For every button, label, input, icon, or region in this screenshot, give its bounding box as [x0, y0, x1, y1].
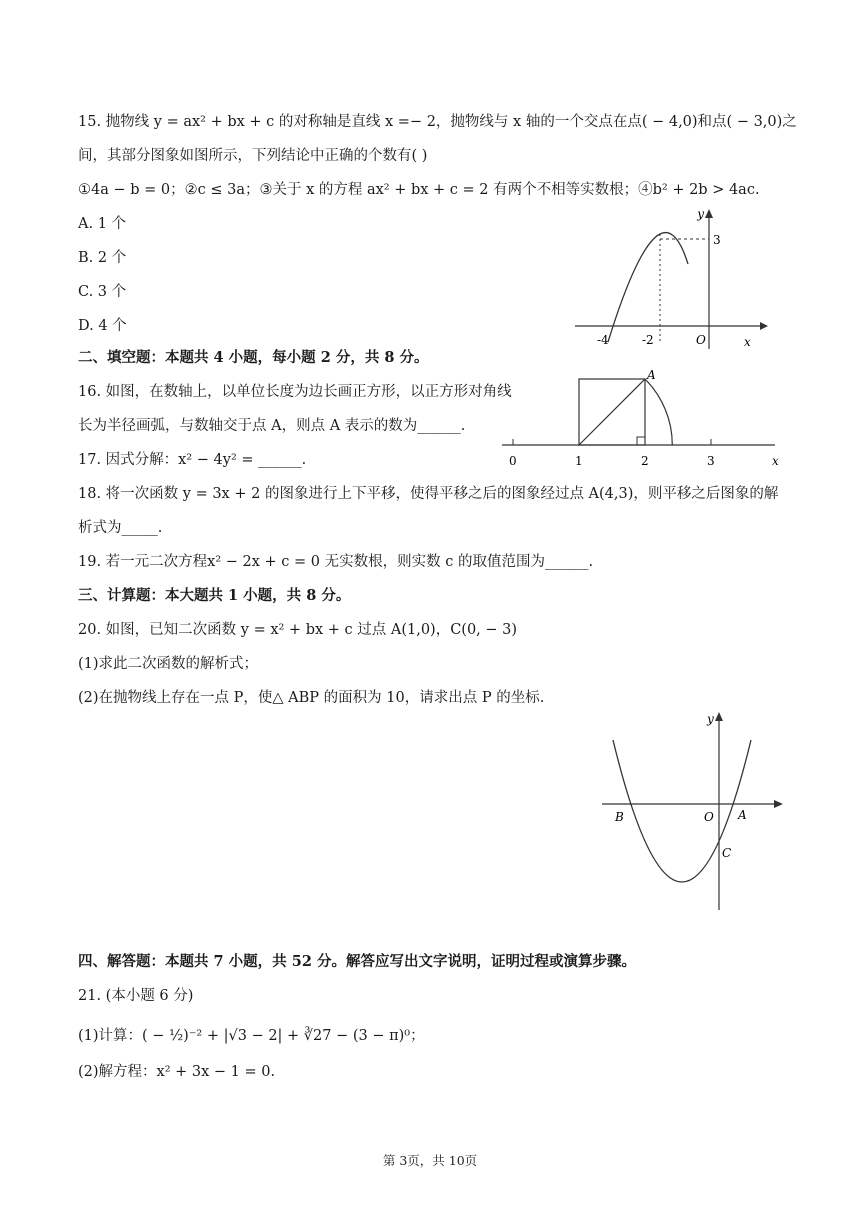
q17-line: 17. 因式分解：x² − 4y² = ______.	[78, 452, 307, 468]
q16-right-angle-mark	[637, 437, 645, 445]
q21-part1: (1)计算：( − ½)⁻² + |√3 − 2| + ∛27 − (3 − π)⁰；	[78, 1028, 425, 1044]
section4-heading: 四、解答题：本题共 7 小题，共 52 分。解答应写出文字说明，证明过程或演算步骤。	[78, 953, 636, 970]
q19-line: 19. 若一元二次方程x² − 2x + c = 0 无实数根，则实数 c 的取值范围为______.	[78, 554, 594, 570]
q20-part2: (2)在抛物线上存在一点 P，使△ ABP 的面积为 10，请求出点 P 的坐标.	[78, 690, 545, 706]
q20-parabola-figure	[598, 705, 788, 915]
q20-origin-label: O	[704, 810, 714, 824]
q15-three-label: 3	[713, 233, 721, 247]
q15-x-arrow	[760, 322, 768, 330]
q20-b-label: B	[615, 810, 624, 824]
q15-minus4-label: -4	[597, 333, 609, 347]
q16-arc	[645, 379, 672, 445]
q15-minus2-label: -2	[642, 333, 654, 347]
q15-parabola-figure	[570, 204, 770, 354]
q16-diagonal	[579, 379, 645, 445]
q16-a-label: A	[647, 368, 656, 382]
q20-line1: 20. 如图，已知二次函数 y = x² + bx + c 过点 A(1,0)，C(0, − 3)	[78, 622, 518, 638]
q15-line2: 间，其部分图象如图所示，下列结论中正确的个数有( )	[78, 148, 428, 164]
q20-y-label: y	[707, 712, 714, 726]
q16-line1: 16. 如图，在数轴上，以单位长度为边长画正方形，以正方形对角线	[78, 384, 512, 400]
q16-line2: 长为半径画弧，与数轴交于点 A，则点 A 表示的数为______.	[78, 418, 466, 434]
q16-label-2: 2	[641, 454, 649, 468]
q15-x-label: x	[744, 335, 751, 349]
q16-label-3: 3	[707, 454, 715, 468]
q20-y-arrow	[715, 712, 723, 721]
section3-heading: 三、计算题：本大题共 1 小题，共 8 分。	[78, 587, 351, 604]
q20-x-arrow	[774, 800, 783, 808]
q15-origin-label: O	[696, 333, 706, 347]
q21-part2: (2)解方程：x² + 3x − 1 = 0.	[78, 1064, 276, 1080]
q15-line3: ①4a − b = 0；②c ≤ 3a；③关于 x 的方程 ax² + bx + c = 2 有两个不相等实数根；④b² + 2b > 4ac.	[78, 182, 760, 198]
q16-x-label: x	[772, 454, 779, 468]
q20-a-label: A	[738, 808, 747, 822]
q21-title: 21. (本小题 6 分)	[78, 988, 194, 1004]
q16-numberline-figure	[500, 368, 790, 473]
page-footer: 第 3页，共 10页	[382, 1153, 478, 1168]
q20-c-label: C	[722, 846, 732, 860]
q20-part1: (1)求此二次函数的解析式；	[78, 656, 259, 672]
q18-line1: 18. 将一次函数 y = 3x + 2 的图象进行上下平移，使得平移之后的图象经过点 A(4,3)，则平移之后图象的解	[78, 486, 779, 502]
q20-parabola-curve	[613, 740, 751, 882]
q15-option-c: C. 3 个	[78, 284, 127, 300]
q15-option-b: B. 2 个	[78, 250, 127, 266]
q16-label-1: 1	[575, 454, 583, 468]
q15-option-d: D. 4 个	[78, 318, 127, 334]
q15-option-a: A. 1 个	[78, 216, 127, 232]
q15-y-label: y	[697, 207, 704, 221]
q18-line2: 析式为_____.	[78, 520, 163, 536]
section2-heading: 二、填空题：本题共 4 小题，每小题 2 分，共 8 分。	[78, 349, 429, 366]
q15-line1: 15. 抛物线 y = ax² + bx + c 的对称轴是直线 x =− 2，抛物线与 x 轴的一个交点在点( − 4,0)和点( − 3,0)之	[78, 114, 797, 130]
q16-label-0: 0	[509, 454, 517, 468]
q15-y-arrow	[705, 209, 713, 218]
